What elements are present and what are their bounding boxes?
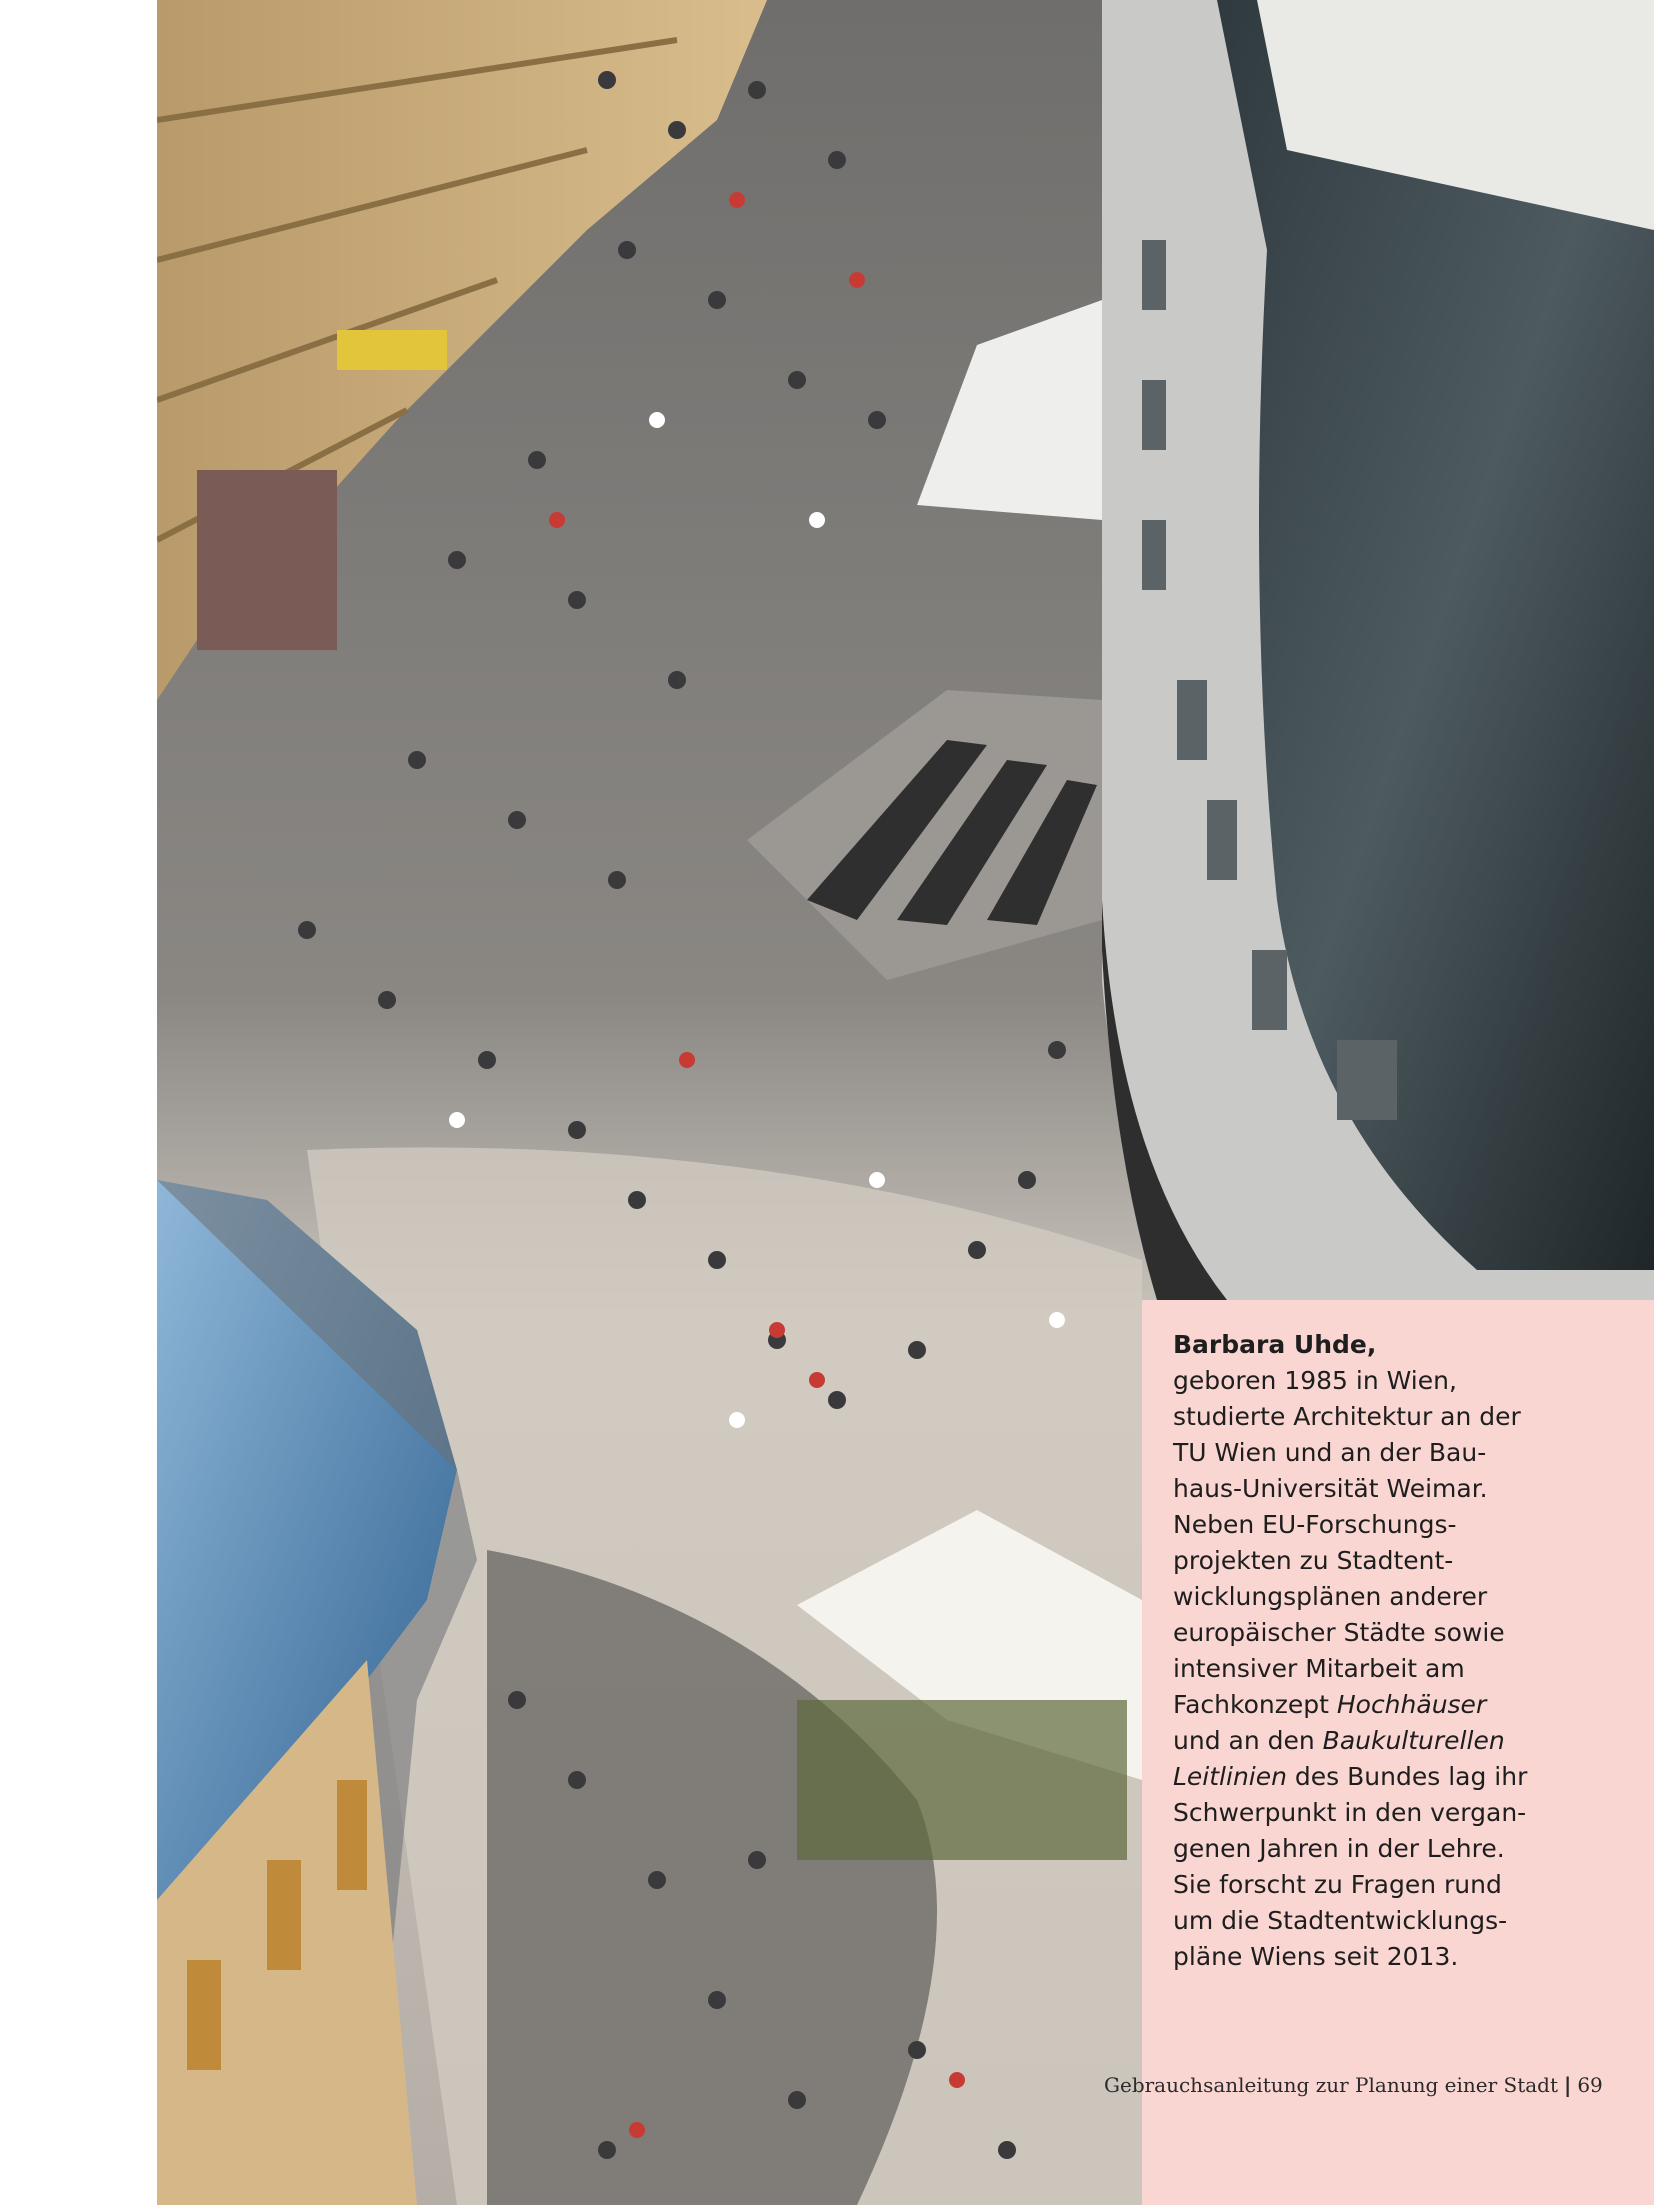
page-number: 69 xyxy=(1577,2073,1603,2097)
bio-text-part-2: und an den xyxy=(1173,1726,1315,1755)
author-name: Barbara Uhde, xyxy=(1173,1330,1377,1359)
footer-separator: | xyxy=(1564,2073,1572,2097)
author-bio xyxy=(1173,1327,1643,1975)
bio-text-part-3: des Bundes lag ihr Schwerpunkt in den vergan- genen Jahren in der Lehre. Sie forscht zu Fragen rund um die Stadtentwicklungs- pläne Wiens seit 2013. xyxy=(1173,1762,1528,1971)
bio-italic-hochhaeuser: Hochhäuser xyxy=(1336,1690,1487,1719)
footer-title: Gebrauchsanleitung zur Planung einer Stadt xyxy=(1104,2073,1559,2097)
author-bio-body xyxy=(1173,1363,1643,1975)
bio-italic-leitlinien: Baukulturellen Leitlinien xyxy=(1173,1726,1505,1791)
page-footer xyxy=(1104,2073,1644,2097)
bio-text-part-1: geboren 1985 in Wien, studierte Architektur an der TU Wien und an der Bau- haus-Universität Weimar. Neben EU-Forschungs- projekten zu Stadtent- wicklungsplänen anderer europäischer Städte sowie intensiver Mitarbeit am Fachkonzept xyxy=(1173,1366,1521,1719)
